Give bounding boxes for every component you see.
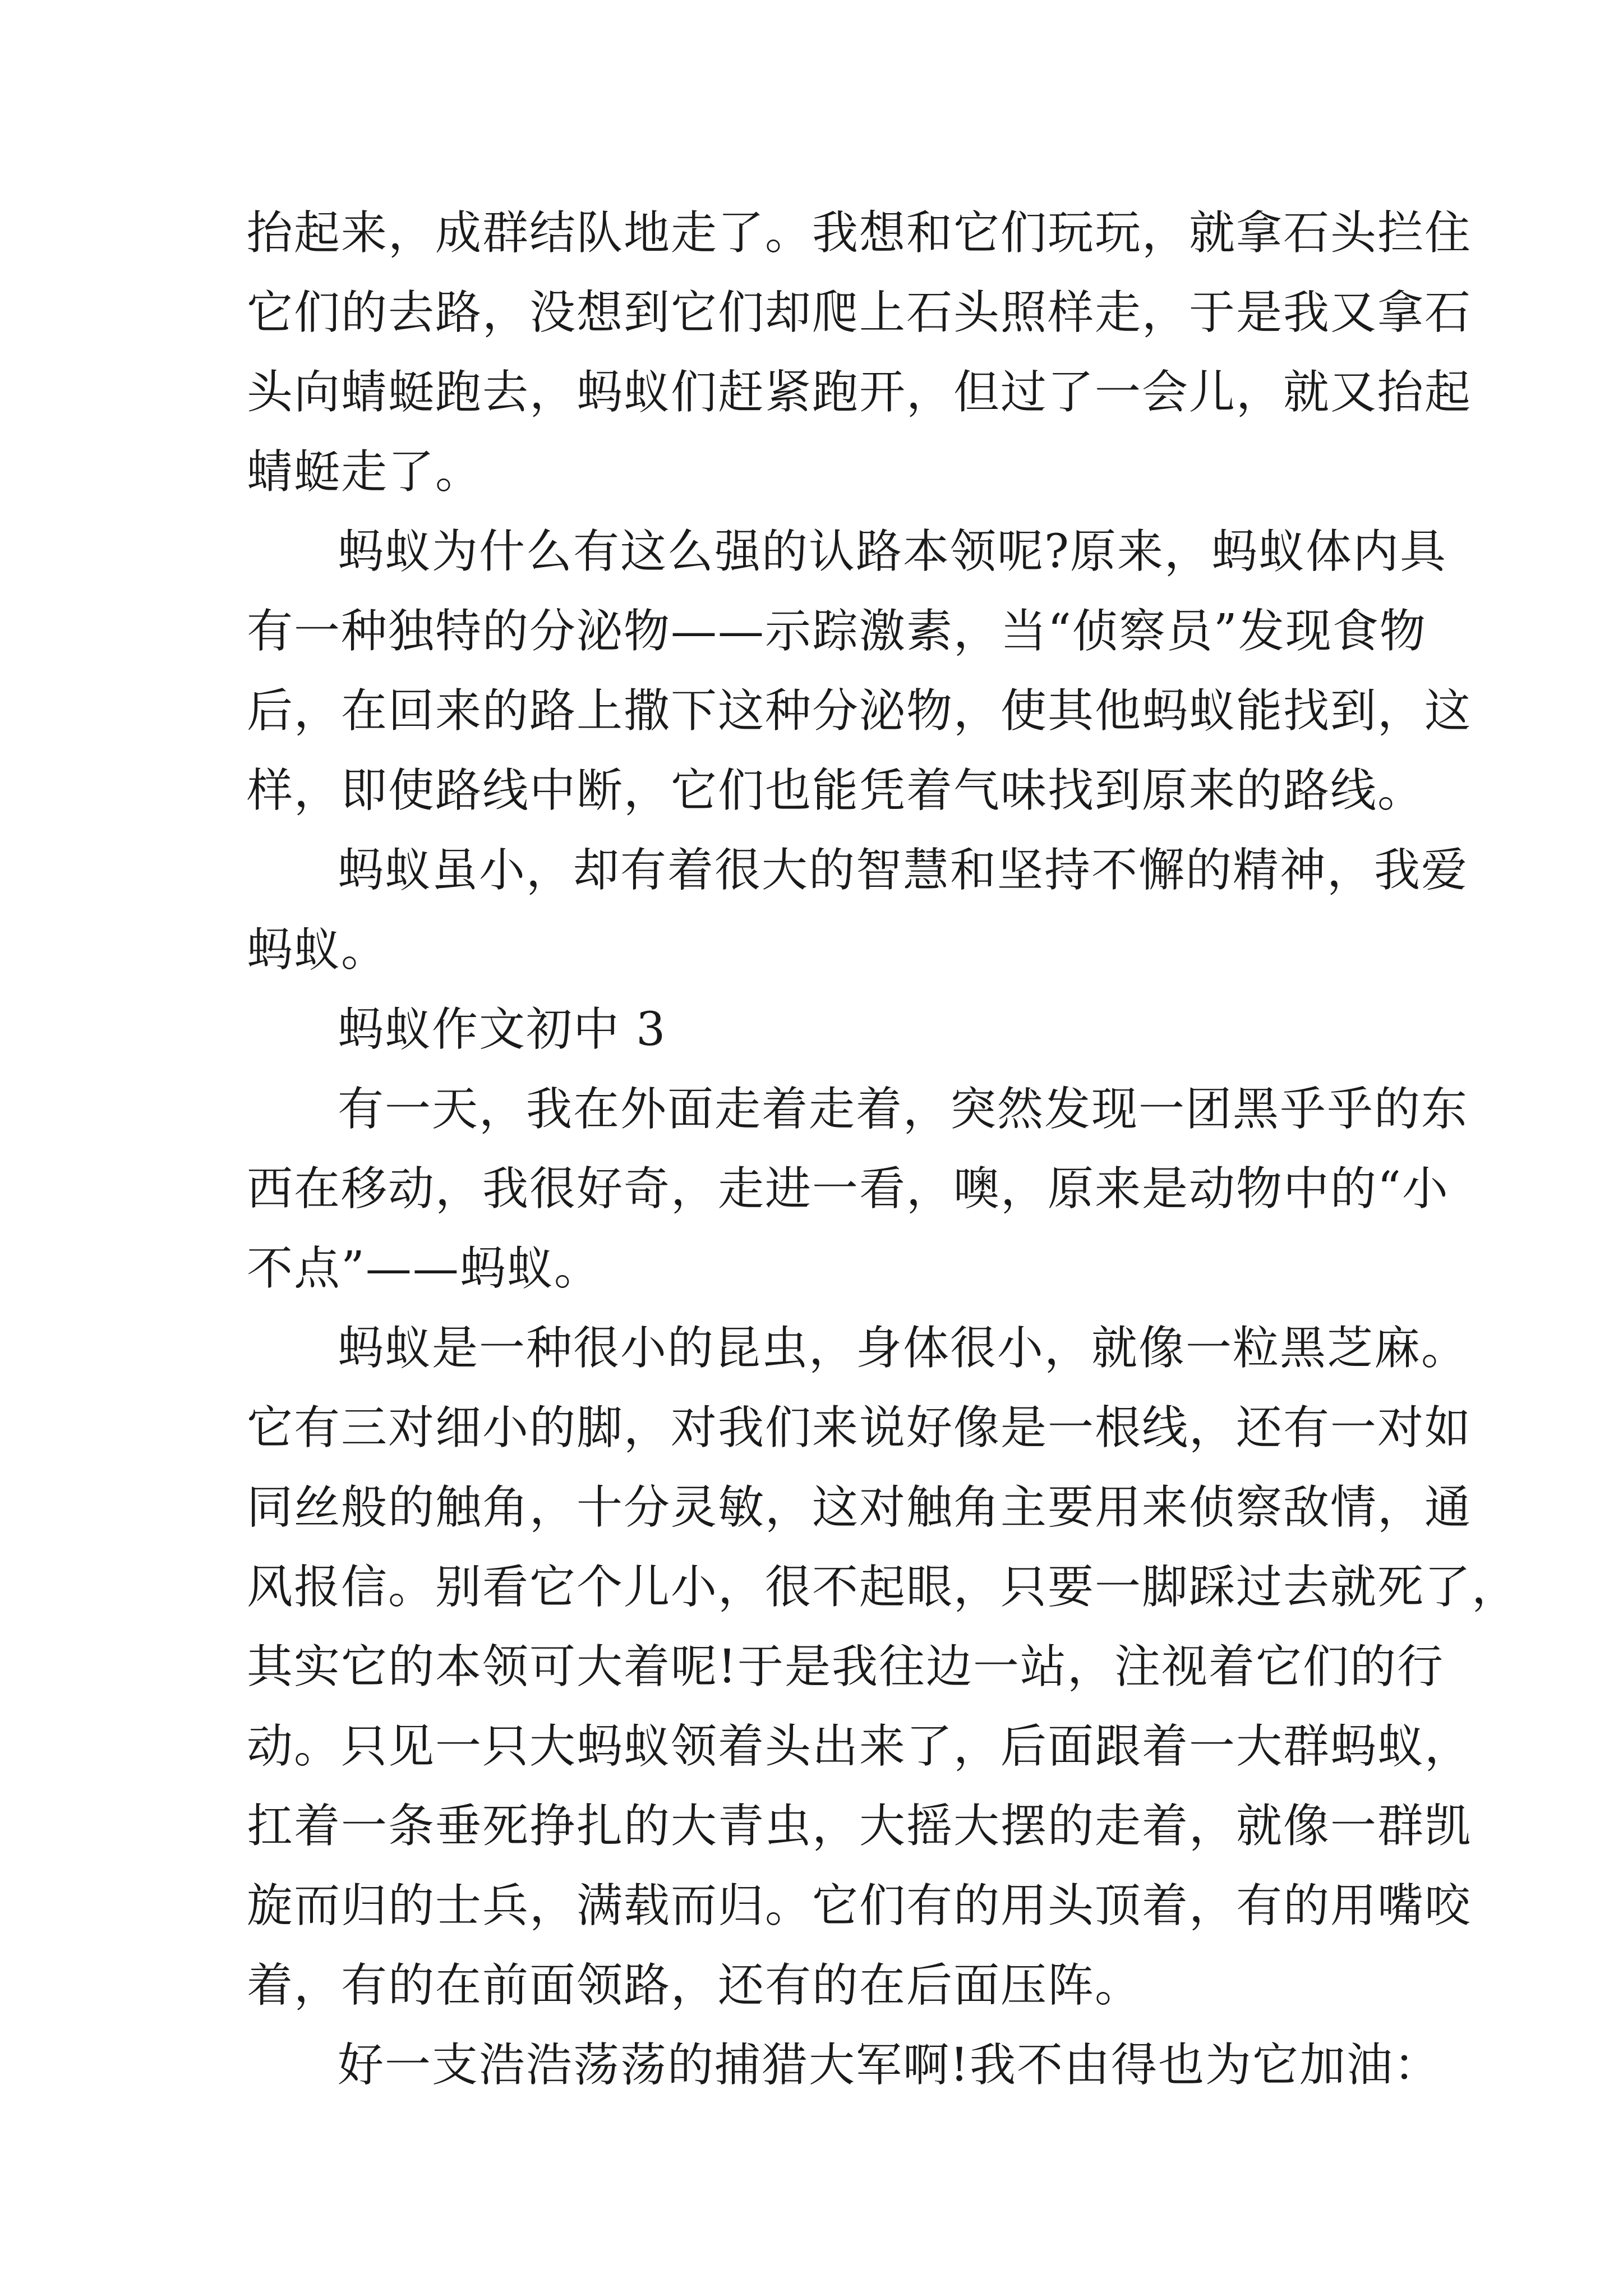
text-line: 蚂蚁。 xyxy=(247,923,389,977)
paragraph-start-line: 好一支浩浩荡荡的捕猎大军啊!我不由得也为它加油： xyxy=(338,2039,1441,2092)
text-line: 同丝般的触角，十分灵敏，这对触角主要用来侦察敌情，通 xyxy=(247,1481,1472,1534)
text-line: 蜻蜓走了。 xyxy=(247,445,483,499)
text-line: 其实它的本领可大着呢!于是我往边一站，注视着它们的行 xyxy=(247,1640,1444,1694)
paragraph-start-line: 有一天，我在外面走着走着，突然发现一团黑乎乎的东 xyxy=(338,1083,1469,1136)
text-line: 着，有的在前面领路，还有的在后面压阵。 xyxy=(247,1959,1142,2012)
essay-body xyxy=(247,194,1519,2105)
text-line: 样，即使路线中断，它们也能凭着气味找到原来的路线。 xyxy=(247,764,1425,817)
text-line: 抬起来，成群结队地走了。我想和它们玩玩，就拿石头拦住 xyxy=(247,206,1472,260)
text-line: 旋而归的士兵，满载而归。它们有的用头顶着，有的用嘴咬 xyxy=(247,1879,1472,1932)
paragraph-start-line: 蚂蚁虽小，却有着很大的智慧和坚持不懈的精神，我爱 xyxy=(338,844,1469,897)
text-line: 有一种独特的分泌物——示踪激素，当“侦察员”发现食物 xyxy=(247,605,1427,658)
text-line: 扛着一条垂死挣扎的大青虫，大摇大摆的走着，就像一群凯 xyxy=(247,1800,1472,1853)
text-line: 西在移动，我很好奇，走进一看，噢，原来是动物中的“小 xyxy=(247,1162,1449,1216)
paragraph-start-line: 蚂蚁为什么有这么强的认路本领呢?原来，蚂蚁体内具 xyxy=(338,525,1447,578)
text-line: 它有三对细小的脚，对我们来说好像是一根线，还有一对如 xyxy=(247,1401,1472,1455)
text-line: 动。只见一只大蚂蚁领着头出来了，后面跟着一大群蚂蚁， xyxy=(247,1720,1472,1773)
section-heading: 蚂蚁作文初中 3 xyxy=(338,1003,667,1056)
text-line: 不点”——蚂蚁。 xyxy=(247,1242,601,1295)
paragraph-start-line: 蚂蚁是一种很小的昆虫，身体很小，就像一粒黑芝麻。 xyxy=(338,1322,1469,1375)
text-line: 头向蜻蜓跑去，蚂蚁们赶紧跑开，但过了一会儿，就又抬起 xyxy=(247,366,1472,419)
text-line: 后，在回来的路上撒下这种分泌物，使其他蚂蚁能找到，这 xyxy=(247,684,1472,738)
text-line: 风报信。别看它个儿小，很不起眼，只要一脚踩过去就死了， xyxy=(247,1561,1519,1614)
text-line: 它们的去路，没想到它们却爬上石头照样走，于是我又拿石 xyxy=(247,286,1472,339)
